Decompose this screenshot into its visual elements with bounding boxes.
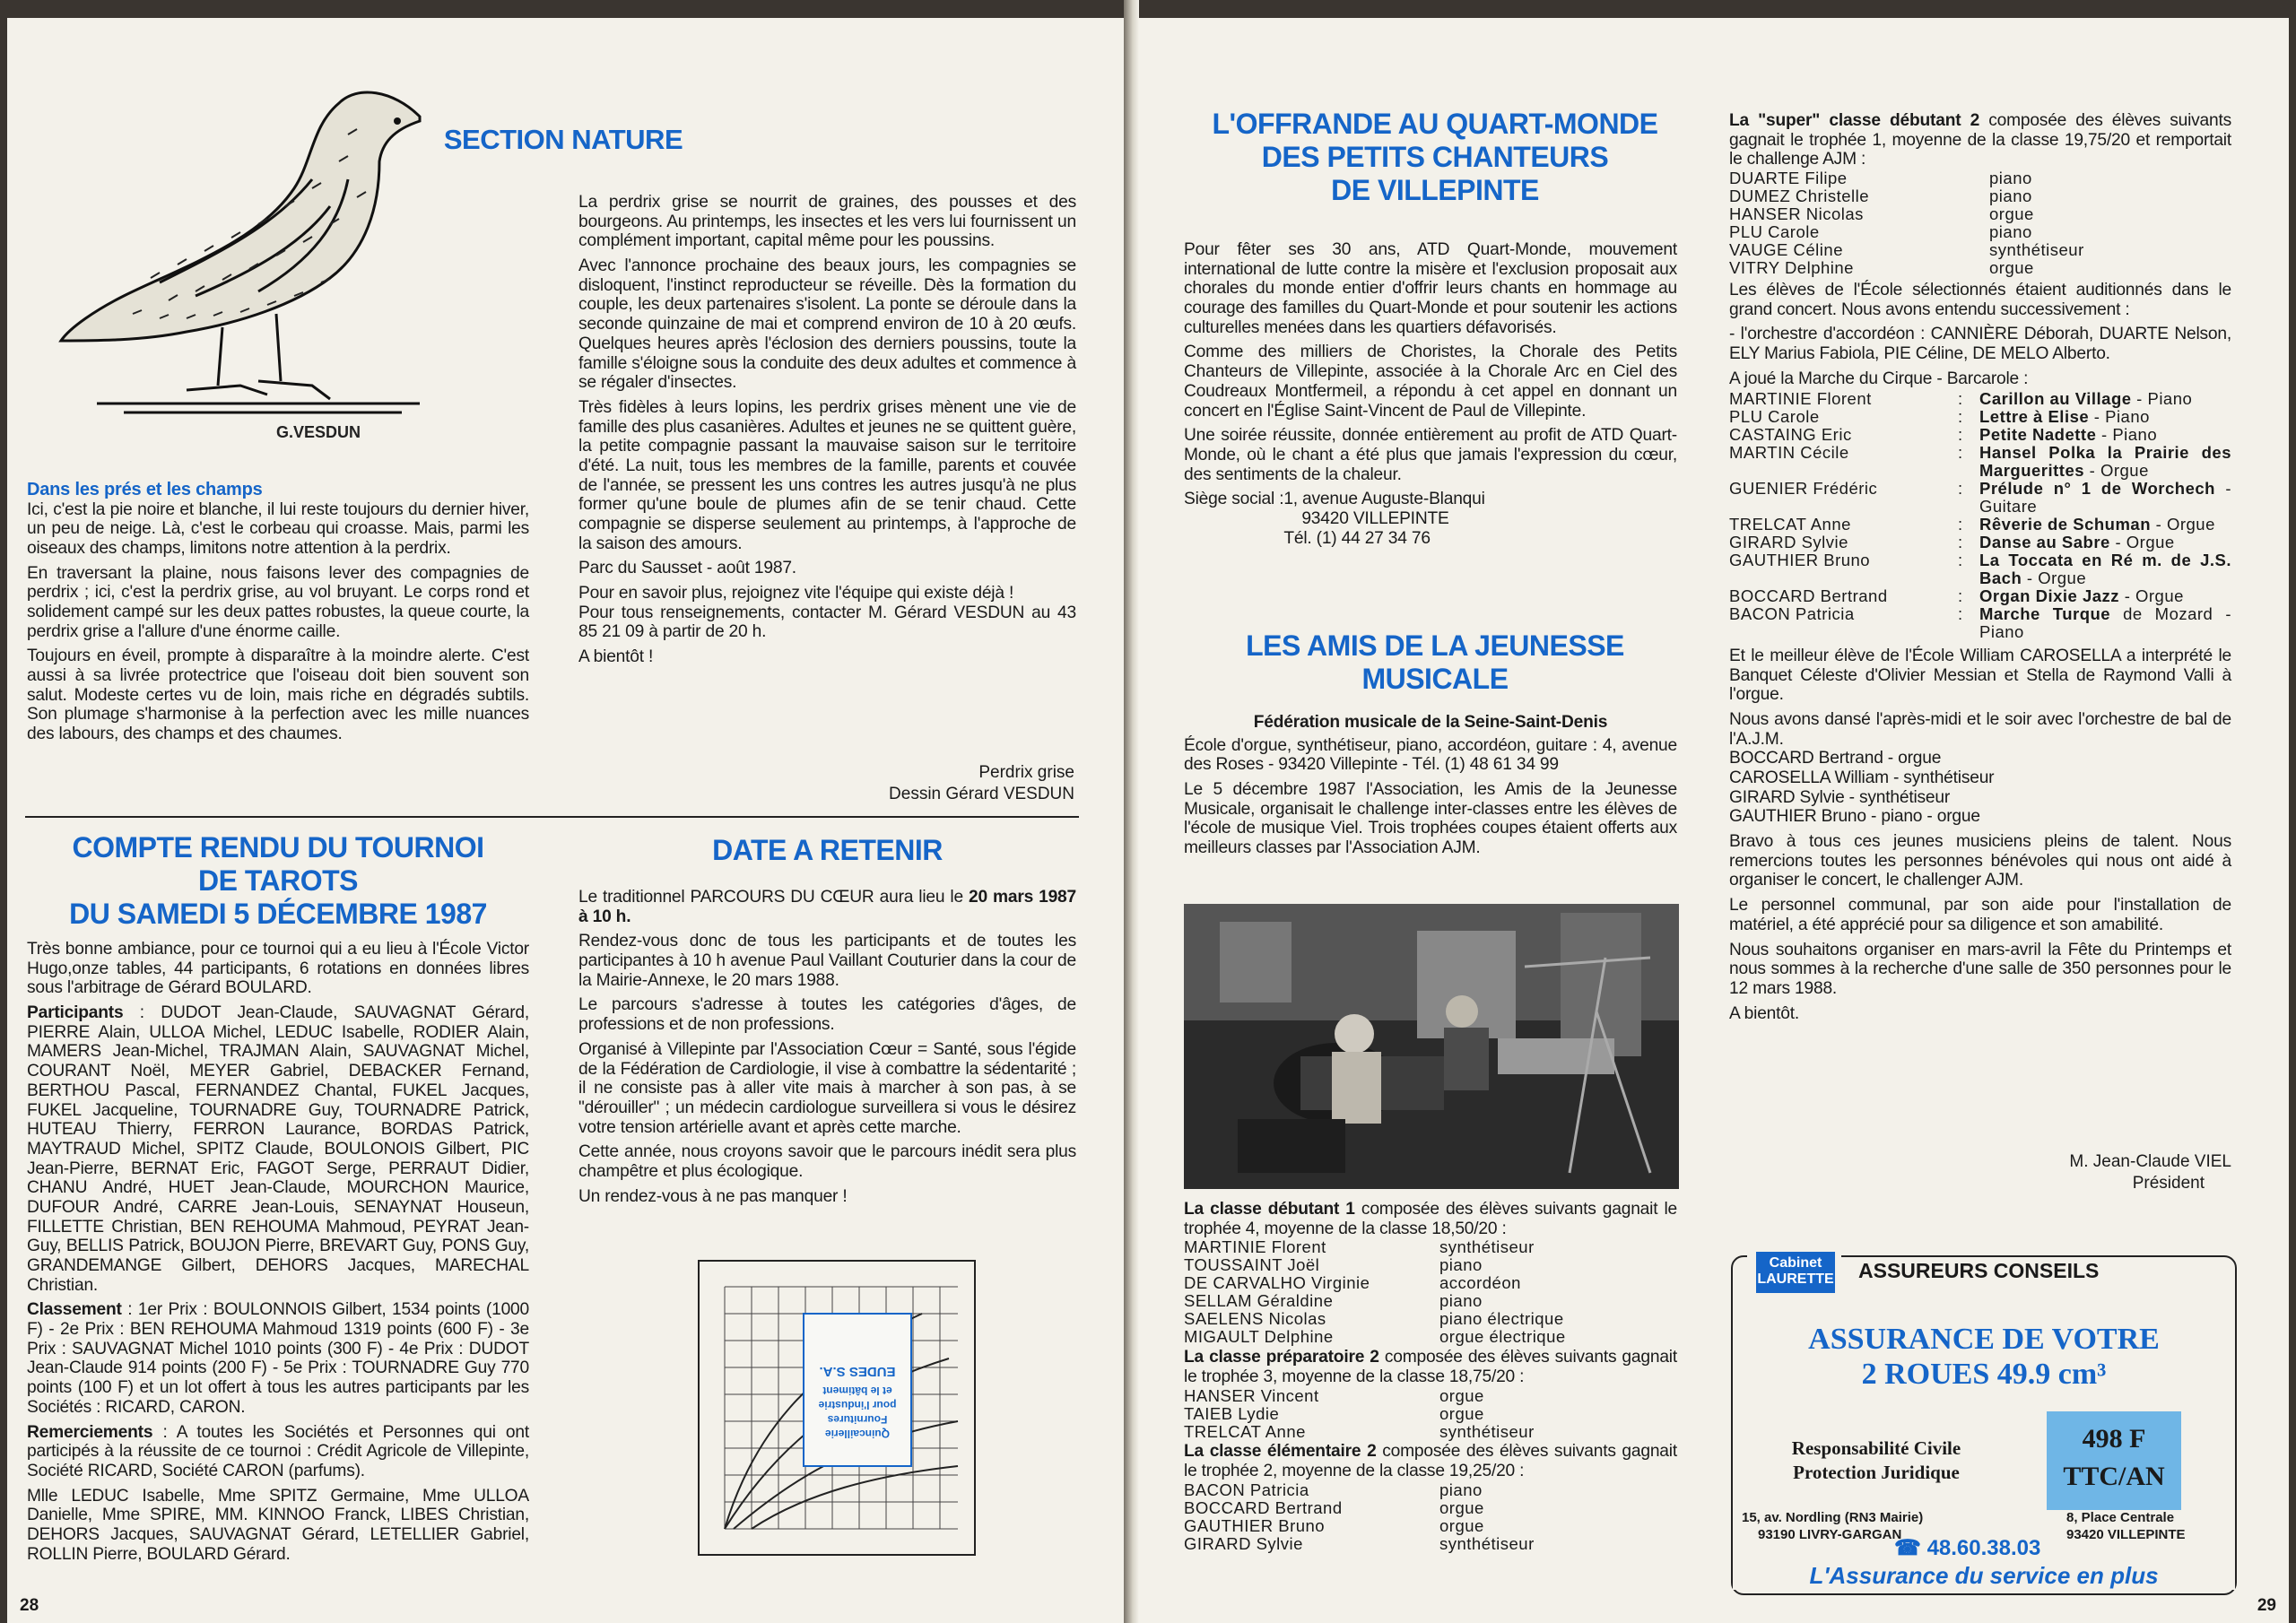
piece	[1979, 534, 2231, 551]
tarots-paragraph	[27, 1300, 529, 1417]
amis-paragraph: École d'orgue, synthétiseur, piano, accordéon, guitare : 4, avenue des Roses - 93420 Villepinte - Tél. (1) 48 61 34 99	[1184, 735, 1677, 775]
roster-row	[1729, 205, 2084, 223]
piece-title: Organ Dixie Jazz	[1979, 586, 2120, 605]
address-line: 93420 VILLEPINTE	[2066, 1526, 2186, 1542]
separator: :	[1958, 425, 1963, 445]
class-heading	[1184, 1200, 1677, 1238]
date-paragraph: Rendez-vous donc de tous les participants et de toutes les participantes à 10 h avenue Paul Vaillant Couturier dans la cour de la Mairie-Annexe, le 20 mars 1988.	[578, 932, 1076, 990]
performer-name: PLU Carole	[1729, 407, 1820, 427]
student-instrument: orgue	[1439, 1515, 1484, 1535]
tarots-paragraph	[27, 1423, 529, 1481]
piece-instrument: - Piano	[2089, 407, 2150, 427]
student-instrument: synthétiseur	[1439, 1421, 1535, 1441]
nature-paragraph: Toujours en éveil, prompte à disparaître à la moindre alerte. C'est aussi à sa livrée protectrice que l'oiseau doit bien souvent son salut. Modeste certes vu de loin, mais riche en dégradés subtils. Son plumage s'harmonise à la perfection avec les mille nuances des labours, des champs et des chaumes.	[27, 647, 529, 744]
piece-instrument: - Piano	[2131, 389, 2193, 409]
piece	[1979, 551, 2231, 587]
concert-row	[1729, 516, 2231, 534]
roster-row	[1184, 1405, 1535, 1423]
piece-title: Lettre à Elise	[1979, 407, 2090, 427]
separator: :	[1958, 515, 1963, 534]
student-name: DE CARVALHO Virginie	[1184, 1273, 1370, 1293]
gutter	[1124, 0, 1139, 1623]
nature-paragraph: Parc du Sausset - août 1987.	[578, 559, 796, 578]
orchestra-member: GIRARD Sylvie - synthétiseur	[1729, 787, 1951, 807]
student-instrument: piano	[1439, 1291, 1483, 1311]
concert-row	[1729, 534, 2231, 551]
class-roster	[1184, 1238, 1566, 1346]
super-paragraph: Bravo à tous ces jeunes musiciens pleins de talent. Nous remercions toutes les personnes bénévoles qui nous ont aidé à organiser le concert, le challenger AJM.	[1729, 832, 2231, 890]
piece-instrument: - Orgue	[2119, 586, 2184, 605]
title-line: DU SAMEDI 5 DÉCEMBRE 1987	[69, 897, 487, 930]
piece-title: Carillon au Village	[1979, 389, 2132, 409]
student-instrument: synthétiseur	[1439, 1533, 1535, 1553]
piece-title: Danse au Sabre	[1979, 533, 2110, 552]
ad-headline	[1733, 1322, 2235, 1392]
offrande-paragraph: Une soirée réussite, donnée entièrement au profit de ATD Quart-Monde, où le chant a été plus que jamais l'expression du cœur, des sentiments de la chaleur.	[1184, 426, 1677, 484]
ad-slogan: L'Assurance du service en plus	[1733, 1562, 2235, 1590]
siege-block	[1184, 490, 1677, 548]
signature-name: M. Jean-Claude VIEL	[2069, 1152, 2231, 1171]
student-name: TOUSSAINT Joël	[1184, 1255, 1320, 1275]
performer-name: MARTINIE Florent	[1729, 389, 1872, 409]
roster-row	[1184, 1535, 1535, 1553]
student-instrument: orgue électrique	[1439, 1327, 1566, 1347]
student-name: TRELCAT Anne	[1184, 1421, 1306, 1441]
ad-price	[2047, 1411, 2181, 1510]
page-number-right: 29	[2257, 1596, 2276, 1615]
student-instrument: orgue	[1989, 204, 2034, 223]
logo-text: Cabinet	[1769, 1255, 1822, 1271]
ad-address-2	[2066, 1510, 2186, 1544]
student-name: GIRARD Sylvie	[1184, 1533, 1303, 1553]
nature-paragraph: La perdrix grise se nourrit de graines, des pousses et des bourgeons. Au printemps, les insectes et les vers lui fournissent un complément important, capital même pour les poussins.	[578, 193, 1076, 251]
price-line: 498 F	[2082, 1424, 2146, 1454]
piece-title: La Toccata en Ré m. de J.S. Bach	[1979, 551, 2231, 587]
piece-instrument: de Mozard - Piano	[1979, 603, 2231, 641]
section-nature-title: SECTION NATURE	[443, 124, 683, 155]
super-paragraph: Et le meilleur élève de l'École William CAROSELLA a interprété le Banquet Céleste d'Olivier Messian et Stella de Raymond Valli à l'orgue.	[1729, 646, 2231, 705]
student-instrument: synthétiseur	[1989, 239, 2084, 259]
insurance-ad	[1731, 1255, 2237, 1595]
ad-coverage	[1760, 1436, 1993, 1486]
student-name: VAUGE Céline	[1729, 239, 1843, 259]
separator: :	[1958, 443, 1963, 463]
student-name: VITRY Delphine	[1729, 257, 1854, 277]
separator: :	[1958, 551, 1963, 570]
illustration-signature: G.VESDUN	[276, 423, 361, 441]
piece	[1979, 516, 2231, 534]
student-name: HANSER Nicolas	[1729, 204, 1864, 223]
student-instrument: piano	[1439, 1480, 1483, 1499]
growth-chart-graphic	[698, 1260, 976, 1556]
siege-label: Siège social :	[1184, 490, 1284, 509]
piece-instrument: - Orgue	[2151, 515, 2215, 534]
super-paragraph: A joué la Marche du Cirque - Barcarole :	[1729, 369, 2029, 388]
amis-title	[1184, 629, 1686, 696]
super-class-block	[1729, 111, 2231, 1028]
piece-instrument: - Piano	[2096, 425, 2158, 445]
stamp-line: et le bâtiment	[822, 1384, 892, 1397]
student-name: BACON Patricia	[1184, 1480, 1309, 1499]
concert-row	[1729, 444, 2231, 480]
address-line: 15, av. Nordling (RN3 Mairie)	[1742, 1510, 1924, 1525]
piece	[1979, 587, 2231, 605]
address-line: Tél. (1) 44 27 34 76	[1283, 528, 1431, 548]
page-right	[1139, 18, 2289, 1623]
performer-name: TRELCAT Anne	[1729, 515, 1851, 534]
student-instrument: piano	[1989, 169, 2032, 188]
performer-name: MARTIN Cécile	[1729, 443, 1849, 463]
class-heading	[1729, 111, 2231, 169]
roster-row	[1184, 1481, 1535, 1499]
address-line: 93190 LIVRY-GARGAN	[1758, 1526, 1902, 1542]
remerciements-label: Remerciements	[27, 1422, 153, 1442]
roster-row	[1184, 1292, 1566, 1310]
ad-logo	[1747, 1246, 1841, 1295]
piece-instrument: - Orgue	[2084, 461, 2149, 481]
nature-paragraph: Pour tous renseignements, contacter M. Gérard VESDUN au 43 85 21 09 à partir de 20 h.	[578, 603, 1076, 642]
nature-subtitle: Dans les prés et les champs	[27, 480, 263, 499]
super-paragraph: A bientôt.	[1729, 1003, 1800, 1023]
orchestra-member: BOCCARD Bertrand - orgue	[1729, 749, 1942, 768]
class-label: La classe préparatoire 2	[1184, 1348, 1379, 1367]
date-title: DATE A RETENIR	[712, 834, 943, 866]
date-body	[578, 888, 1076, 1211]
piece	[1979, 605, 2231, 641]
offrande-body	[1184, 240, 1677, 548]
date-highlight: 20 mars 1987 à 10 h.	[578, 888, 1076, 926]
roster-row	[1184, 1387, 1535, 1405]
student-instrument: piano	[1989, 187, 2032, 206]
class-text: composée des élèves suivants gagnait le trophée 1, moyenne de la classe 19,75/20 et remportait le challenge AJM :	[1729, 111, 2232, 169]
logo-badge	[1756, 1252, 1835, 1293]
roster-row	[1184, 1310, 1566, 1328]
title-line: DE VILLEPINTE	[1331, 173, 1539, 206]
class-label: La "super" classe débutant 2	[1729, 111, 1980, 130]
orchestra-member: GAUTHIER Bruno - piano - orgue	[1729, 807, 1980, 827]
address-line: 1, avenue Auguste-Blanqui	[1283, 490, 1485, 509]
super-paragraph: Nous souhaitons organiser en mars-avril la Fête du Printemps et nous sommes à la recherche d'une salle de 350 personnes pour le 12 mars 1988.	[1729, 940, 2231, 998]
date-paragraph: Le parcours s'adresse à toutes les catégories d'âges, de professions et de non professions.	[578, 995, 1076, 1035]
address-line: 93420 VILLEPINTE	[1301, 508, 1449, 528]
piece-title: Hansel Polka la Prairie des Marguerittes	[1979, 443, 2231, 481]
roster-row	[1184, 1274, 1566, 1292]
performer-name: GAUTHIER Bruno	[1729, 551, 1871, 570]
stamp-line: pour l'industrie	[818, 1399, 897, 1411]
amis-subtitle: Fédération musicale de la Seine-Saint-Denis	[1253, 713, 1608, 732]
class-text: composée des élèves suivants gagnait le trophée 2, moyenne de la classe 19,25/20 :	[1184, 1442, 1677, 1481]
student-name: BOCCARD Bertrand	[1184, 1497, 1343, 1517]
ad-phone: ☎ 48.60.38.03	[1894, 1536, 2041, 1560]
piece-instrument: - Orgue	[2022, 568, 2087, 587]
roster-row	[1184, 1423, 1535, 1441]
classement-text: : 1er Prix : BOULONNOIS Gilbert, 1534 points (1000 F) - 2e Prix : BEN REHOUMA Mahmoud 1319 points (600 F) - 3e Prix : SAUVAGNAT Michel 1010 points (300 F) - 4e Prix : DUDOT Jean-Claude 914 points (200 F) - 5e Prix : TOURNADRE Guy 770 points (100 F) et un lot offert à tous les autres participants par les Sociétés : RICARD, CARON.	[27, 1300, 529, 1417]
signature	[1910, 1151, 2231, 1194]
roster-row	[1184, 1517, 1535, 1535]
nature-paragraph: En traversant la plaine, nous faisons lever des compagnies de perdrix ; ici, c'est la perdrix grise, au vol bruyant. Le corps rond et solidement campé sur les deux pattes robustes, la queue courte, la perdrix grise a l'allure d'une énorme caille.	[27, 563, 529, 641]
section-divider	[25, 816, 1079, 818]
class-heading	[1184, 1442, 1677, 1480]
date-paragraph: Cette année, nous croyons savoir que le parcours inédit sera plus champêtre et plus écologique.	[578, 1142, 1076, 1181]
roster-row	[1729, 241, 2084, 259]
address-line: 8, Place Centrale	[2066, 1510, 2175, 1525]
participants-list: : DUDOT Jean-Claude, SAUVAGNAT Gérard, PIERRE Alain, ULLOA Michel, LEDUC Isabelle, RODIER Alain, MAMERS Jean-Michel, TRAJMAN Alain, SAUVAGNAT Michel, COURANT Noël, MEYER Gabriel, DEBACKER Fernand, BERTHOU Pascal, FERNANDEZ Chantal, FUKEL Jacques, FUKEL Jacqueline, TOURNADRE Guy, TOURNADRE Patrick, HUTEAU Thierry, FERRON Laurance, BORDAS Patrick, MAYTRAUD Michel, SPITZ Claude, BOULONOIS Gilbert, PIC Jean-Pierre, BERNAT Eric, FAGOT Serge, PERRAUT Didier, CHANU André, HUET Jean-Claude, MOURCHON Maurice, DUFOUR André, CARRE Jean-Louis, SENAYNAT Houseun, FILLETTE Christian, BEN REHOUMA Mahmoud, PEYRAT Jean-Guy, BELLIS Patrick, BOUJON Pierre, BREVART Guy, PONS Guy, GRANDEMANGE Gilbert, DEHORS Jacques, MARECHAL Christian.	[27, 1003, 529, 1295]
concert-row	[1729, 408, 2231, 426]
concert-photo	[1184, 904, 1679, 1189]
piece-title: Petite Nadette	[1979, 425, 2097, 445]
roster-row	[1184, 1256, 1566, 1274]
piece	[1979, 480, 2231, 516]
ad-headline-line: ASSURANCE DE VOTRE	[1808, 1323, 2160, 1356]
title-line: DES PETITS CHANTEURS	[1261, 140, 1609, 173]
title-line: DE TAROTS	[197, 864, 358, 897]
super-paragraph: - l'orchestre d'accordéon : CANNIÈRE Déborah, DUARTE Nelson, ELY Marius Fabiola, PIE Céline, DE MELO Alberto.	[1729, 325, 2231, 363]
orchestra-member: CAROSELLA William - synthétiseur	[1729, 768, 1995, 787]
tarots-paragraph	[27, 1003, 529, 1295]
date-paragraph: Un rendez-vous à ne pas manquer !	[578, 1186, 848, 1206]
page-left	[7, 18, 1124, 1623]
student-instrument: orgue	[1439, 1385, 1484, 1405]
title-line: L'OFFRANDE AU QUART-MONDE	[1212, 108, 1658, 140]
date-text: Le traditionnel PARCOURS DU CŒUR aura lieu le	[578, 888, 969, 907]
price-line: TTC/AN	[2063, 1462, 2165, 1491]
date-paragraph	[578, 888, 1076, 926]
title-line: COMPTE RENDU DU TOURNOI	[72, 831, 484, 864]
student-instrument: orgue	[1439, 1497, 1484, 1517]
super-paragraph: Les élèves de l'École sélectionnés étaient auditionnés dans le grand concert. Nous avons entendu successivement :	[1729, 280, 2231, 319]
offrande-title	[1184, 108, 1686, 206]
piece	[1979, 444, 2231, 480]
remerciements-text: : A toutes les Sociétés et Personnes qui ont participés à la réussite de ce tournoi : Crédit Agricole de Villepinte, Société RICARD, Société CARON (parfums).	[27, 1422, 529, 1480]
student-name: DUMEZ Christelle	[1729, 187, 1870, 206]
amis-paragraph: Le 5 décembre 1987 l'Association, les Amis de la Jeunesse Musicale, organisait le challenge inter-classes entre les élèves de l'école de musique Viel. Trois trophées coupes étaient offerts aux meilleurs classes par l'Association AJM.	[1184, 780, 1677, 858]
separator: :	[1958, 407, 1963, 427]
amis-body	[1184, 713, 1677, 864]
classes-block	[1184, 1200, 1677, 1553]
offrande-paragraph: Pour fêter ses 30 ans, ATD Quart-Monde, mouvement international de lutte contre la misère et l'exclusion proposait aux chorales du monde entier d'offrir leurs chants en hommage au courage des familles du Quart-Monde et pour soutenir les actions culturelles menées dans les quartiers défavorisés.	[1184, 240, 1677, 337]
performer-name: BACON Patricia	[1729, 603, 1855, 623]
class-text: composée des élèves suivants gagnait le trophée 3, moyenne de la classe 18,75/20 :	[1184, 1348, 1677, 1386]
student-name: SELLAM Géraldine	[1184, 1291, 1334, 1311]
ad-heading: ASSUREURS CONSEILS	[1858, 1259, 2100, 1282]
concert-program	[1729, 390, 2231, 641]
nature-paragraph: Ici, c'est la pie noire et blanche, il lui reste toujours du dernier hiver, un peu de neige. Là, c'est le corbeau qui croasse. Mais, parmi les oiseaux des champs, limitons notre attention à la perdrix.	[27, 499, 529, 558]
caption-line: Perdrix grise	[978, 763, 1074, 782]
caption-line: Dessin Gérard VESDUN	[889, 784, 1074, 803]
roster-row	[1729, 169, 2084, 187]
student-instrument: synthétiseur	[1439, 1237, 1535, 1257]
class-label: La classe élémentaire 2	[1184, 1442, 1377, 1462]
performer-name: CASTAING Eric	[1729, 425, 1852, 445]
student-instrument: piano	[1439, 1255, 1483, 1275]
piece-title: Prélude n° 1 de Worchech	[1979, 479, 2215, 499]
nature-column-1	[27, 480, 529, 750]
class-text: composée des élèves suivants gagnait le trophée 4, moyenne de la classe 18,50/20 :	[1184, 1200, 1678, 1238]
student-instrument: accordéon	[1439, 1273, 1521, 1293]
piece	[1979, 390, 2231, 408]
offrande-paragraph: Comme des milliers de Choristes, la Chorale des Petits Chanteurs de Villepinte, associée à la Chorale Arc en Ciel des Coudreaux Montfermeil, a répondu à cet appel en donnant un concert en l'Église Saint-Vincent de Paul de Villepinte.	[1184, 343, 1677, 421]
separator: :	[1958, 603, 1963, 623]
student-instrument: piano électrique	[1439, 1309, 1564, 1329]
class-roster	[1184, 1387, 1535, 1441]
tarots-paragraph: Très bonne ambiance, pour ce tournoi qui a eu lieu à l'École Victor Hugo,onze tables, 44 participants, 6 rotations en données libres sous l'arbitrage de Gérard BOULARD.	[27, 940, 529, 998]
separator: :	[1958, 533, 1963, 552]
student-name: TAIEB Lydie	[1184, 1403, 1280, 1423]
piece-instrument: - Orgue	[2109, 533, 2175, 552]
student-name: GAUTHIER Bruno	[1184, 1515, 1326, 1535]
tarots-body	[27, 940, 529, 1569]
separator: :	[1958, 389, 1963, 409]
class-roster	[1184, 1481, 1535, 1553]
roster-row	[1729, 187, 2084, 205]
stamp-line: EUDES S.A.	[819, 1364, 896, 1379]
page-number-left: 28	[20, 1596, 39, 1615]
concert-row	[1729, 551, 2231, 587]
logo-text: LAURETTE	[1757, 1271, 1834, 1287]
performer-name: GUENIER Frédéric	[1729, 479, 1878, 499]
separator: :	[1958, 479, 1963, 499]
stamp-line: Quincaillerie	[824, 1428, 891, 1440]
piece-title: Rêverie de Schuman	[1979, 515, 2151, 534]
nature-paragraph: Pour en savoir plus, rejoignez vite l'équipe qui existe déjà !	[578, 584, 1014, 603]
separator: :	[1958, 586, 1963, 605]
coverage-line: Responsabilité Civile	[1791, 1437, 1961, 1459]
concert-row	[1729, 480, 2231, 516]
piece-title: Marche Turque	[1979, 603, 2111, 623]
date-paragraph: Organisé à Villepinte par l'Association Cœur = Santé, sous l'égide de la Fédération de Cardiologie, il vise à combattre la sédentarité ; il ne consiste pas à aller vite mais à marcher à son pas, à se "dérouiller" ; un médecin cardiologue surveillera si vous le désirez votre tension artérielle avant et après cette marche.	[578, 1039, 1076, 1137]
student-name: MIGAULT Delphine	[1184, 1327, 1334, 1347]
piece-instrument: - Guitare	[1979, 479, 2231, 516]
class-label: La classe débutant 1	[1184, 1200, 1355, 1219]
super-paragraph: Le personnel communal, par son aide pour l'installation de matériel, a été apprécié pour sa diligence et son amabilité.	[1729, 896, 2231, 934]
stamp-line: Fournitures	[827, 1413, 888, 1426]
siege-address	[1283, 490, 1484, 548]
concert-row	[1729, 390, 2231, 408]
tarots-title	[27, 831, 529, 930]
concert-row	[1729, 426, 2231, 444]
student-name: DUARTE Filipe	[1729, 169, 1848, 188]
student-instrument: piano	[1989, 221, 2032, 241]
class-roster	[1729, 169, 2084, 277]
title-line: MUSICALE	[1361, 662, 1509, 695]
nature-caption	[725, 762, 1074, 805]
roster-row	[1729, 223, 2084, 241]
concert-row	[1729, 605, 2231, 641]
student-name: HANSER Vincent	[1184, 1385, 1319, 1405]
concert-row	[1729, 587, 2231, 605]
super-paragraph: Nous avons dansé l'après-midi et le soir avec l'orchestre de bal de l'A.J.M.	[1729, 709, 2231, 749]
performer-name: GIRARD Sylvie	[1729, 533, 1848, 552]
student-name: PLU Carole	[1729, 221, 1820, 241]
partridge-illustration	[43, 72, 438, 448]
student-name: SAELENS Nicolas	[1184, 1309, 1326, 1329]
class-heading	[1184, 1348, 1677, 1386]
participants-label: Participants	[27, 1003, 124, 1023]
tarots-paragraph: Mlle LEDUC Isabelle, Mme SPITZ Germaine, Mme ULLOA Danielle, Mme SPIRE, MM. KINNOO Franck, LIBES Christian, DEHORS Jacques, SAUVAGNAT Gérard, LETELLIER Gabriel, ROLLIN Pierre, BOULARD Gérard.	[27, 1486, 529, 1564]
classement-label: Classement	[27, 1300, 122, 1320]
nature-paragraph: A bientôt !	[578, 647, 654, 667]
title-line: LES AMIS DE LA JEUNESSE	[1246, 629, 1624, 662]
performer-name: BOCCARD Bertrand	[1729, 586, 1888, 605]
nature-paragraph: Avec l'annonce prochaine des beaux jours, les compagnies se disloquent, l'instinct reproducteur se réveille. Dès la formation du couple, les deux partenaires s'isolent. La ponte se déroule dans la seconde quinzaine de mai et comprend environ de 10 à 20 œufs. Quelques heures après l'éclosion des derniers poussins, toute la famille s'éloigne sous la conduite des deux adultes et commence à se régaler d'insectes.	[578, 256, 1076, 393]
piece	[1979, 426, 2231, 444]
student-name: MARTINIE Florent	[1184, 1237, 1326, 1257]
roster-row	[1184, 1499, 1535, 1517]
ad-headline-line: 2 ROUES 49.9 cm³	[1861, 1358, 2107, 1392]
roster-row	[1729, 259, 2084, 277]
nature-column-2	[578, 193, 1076, 673]
roster-row	[1184, 1238, 1566, 1256]
piece	[1979, 408, 2231, 426]
student-instrument: orgue	[1439, 1403, 1484, 1423]
coverage-line: Protection Juridique	[1793, 1462, 1960, 1484]
nature-paragraph: Très fidèles à leurs lopins, les perdrix grises mènent une vie de famille des plus casanières. Adultes et jeunes ne se quittent guère, la petite compagnie passant la mauvaise saison sur le territoire d'été. La nuit, tous les membres de la famille, parents et couvée de l'année, se pressent les uns contres les autres jusqu'à ne plus former qu'une boule de plumes afin de se tenir chaud. Cette compagnie se disperse seulement au printemps, à l'approche de la saison des amours.	[578, 397, 1076, 553]
student-instrument: orgue	[1989, 257, 2034, 277]
signature-title: Président	[2132, 1173, 2205, 1193]
roster-row	[1184, 1328, 1566, 1346]
